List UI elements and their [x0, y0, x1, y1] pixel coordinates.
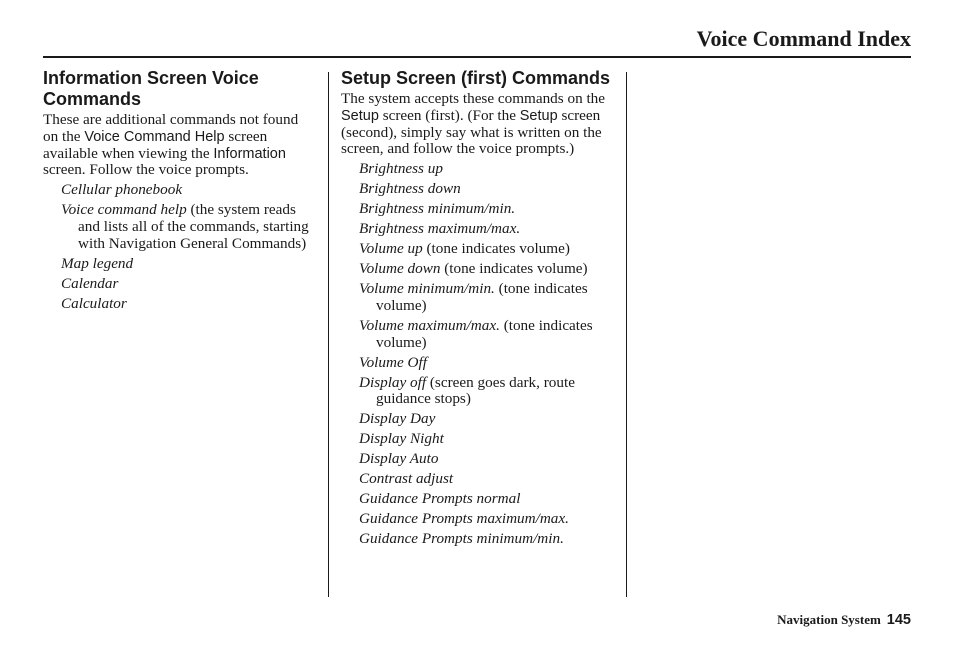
command-item [341, 411, 616, 428]
screen-name: Setup [341, 107, 379, 124]
intro-text: The system accepts these commands on the [341, 90, 606, 107]
section-heading: Setup Screen (first) Commands [341, 68, 611, 88]
command-phrase: Map legend [61, 254, 134, 272]
page-number: 145 [886, 612, 911, 628]
command-phrase: Brightness down [359, 180, 461, 198]
command-item [341, 511, 616, 528]
command-item [341, 451, 616, 468]
screen-name: Information [213, 145, 286, 162]
command-phrase: Brightness up [359, 160, 443, 178]
command-item [341, 221, 616, 238]
command-item [341, 241, 616, 258]
command-phrase: Guidance Prompts minimum/min. [359, 530, 564, 548]
command-phrase: Brightness minimum/min. [359, 200, 516, 218]
footer-system-name: Navigation System [777, 612, 881, 627]
command-phrase: Cellular phonebook [61, 181, 183, 199]
command-item [341, 281, 616, 315]
command-note: (screen goes dark, route guidance stops) [376, 373, 575, 408]
section-heading: Information Screen Voice Commands [43, 68, 259, 109]
command-note: (the system reads and lists all of the commands, starting with Navigation General Commands) [78, 201, 309, 252]
command-note: (tone indicates volume) [376, 280, 588, 314]
command-phrase: Volume minimum/min. [359, 280, 495, 298]
setup-commands-section [341, 68, 616, 551]
command-item [341, 318, 616, 352]
command-phrase: Calculator [61, 294, 127, 312]
command-list [341, 161, 616, 548]
command-item [341, 471, 616, 488]
information-commands-section [43, 68, 311, 316]
command-phrase: Display Auto [359, 450, 439, 468]
command-item [43, 182, 311, 199]
command-item [341, 261, 616, 278]
command-item [341, 201, 616, 218]
section-intro [43, 112, 311, 179]
command-phrase: Volume maximum/max. [359, 316, 500, 334]
command-phrase: Display Day [359, 410, 436, 428]
intro-text: screen. Follow the voice prompts. [43, 161, 249, 179]
command-item [341, 375, 616, 409]
command-phrase: Volume up [359, 240, 423, 258]
command-phrase: Display Night [359, 430, 444, 448]
command-note: (tone indicates volume) [376, 316, 593, 351]
command-item [341, 355, 616, 372]
command-phrase: Calendar [61, 274, 119, 292]
command-item [43, 296, 311, 313]
title-rule [43, 56, 911, 58]
command-item [43, 202, 311, 252]
command-item [341, 161, 616, 178]
command-list [43, 182, 311, 312]
command-item [341, 491, 616, 508]
screen-name: Setup [519, 107, 558, 124]
command-phrase: Contrast adjust [359, 470, 454, 488]
intro-text: screen (first). (For the [378, 106, 520, 124]
intro-text: screen available when viewing the [43, 127, 268, 162]
command-note: (tone indicates volume) [440, 260, 588, 278]
screen-name: Voice Command Help [84, 128, 225, 145]
command-phrase: Voice command help [61, 201, 187, 219]
column-divider [328, 72, 329, 597]
command-note: (tone indicates volume) [422, 240, 570, 258]
page-footer [777, 610, 911, 631]
command-item [341, 531, 616, 548]
command-phrase: Brightness maximum/max. [359, 220, 521, 238]
command-phrase: Volume down [359, 260, 441, 278]
column-divider [626, 72, 627, 597]
command-item [43, 276, 311, 293]
intro-text: These are additional commands not found on the [43, 111, 299, 145]
command-phrase: Guidance Prompts maximum/max. [359, 510, 569, 528]
section-intro [341, 91, 616, 158]
command-item [341, 181, 616, 198]
command-item [43, 256, 311, 273]
command-phrase: Display off [359, 373, 427, 391]
page-title: Voice Command Index [696, 26, 911, 51]
command-item [341, 431, 616, 448]
command-phrase: Guidance Prompts normal [359, 490, 521, 508]
intro-text: screen (second), simply say what is written on the screen, and follow the voice prompts.) [341, 106, 602, 158]
command-phrase: Volume Off [359, 353, 427, 371]
